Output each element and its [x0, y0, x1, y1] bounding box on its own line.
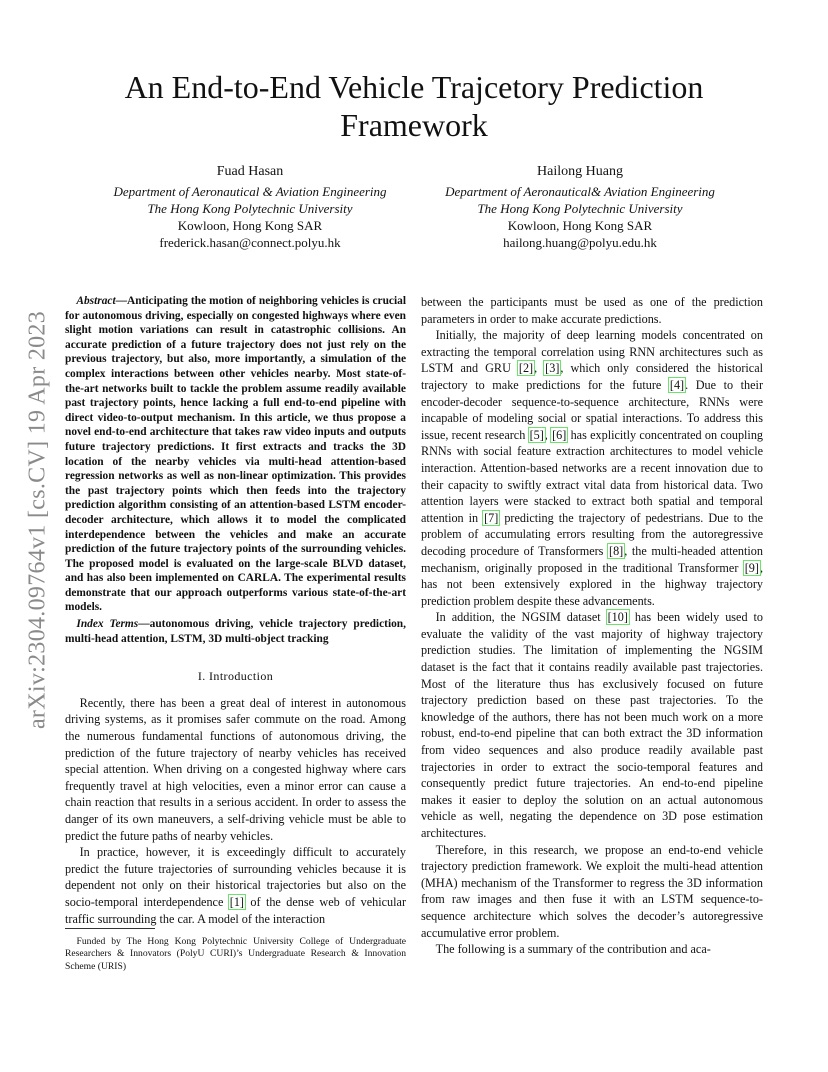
author-location: Kowloon, Hong Kong SAR — [177, 218, 323, 233]
citation-link[interactable]: [2] — [518, 361, 534, 376]
author-block-2 — [420, 163, 740, 251]
author-email: hailong.huang@polyu.edu.hk — [503, 235, 657, 250]
paragraph-continuation: between the participants must be used as one of the prediction parameters in order to make accurate predictions. — [421, 295, 763, 326]
index-terms-label: Index Terms — [76, 618, 139, 631]
intro-paragraph-5: Therefore, in this research, we propose an end-to-end vehicle trajectory prediction framework. We exploit the multi-head attention (MHA) mechanism of the Transformer to regress the 3D information from raw images and then fuse it with an LSTM sequence-to-sequence architecture which solves the decoder’s autoregressive accumulative error problem. — [421, 842, 763, 940]
author-name: Fuad Hasan — [216, 164, 284, 179]
paragraph-text: of the dense web of vehicular traffic surrounding the car. A model of the interaction — [65, 894, 406, 926]
funding-footnote: Funded by The Hong Kong Polytechnic University College of Undergraduate Researchers & Innovators (PolyU CURI)’s Undergraduate Research & Innovation Scheme (URIS) — [65, 936, 406, 972]
paragraph-text: has been widely used to evaluate the validity of the vast majority of highway trajectory prediction studies. The limitation of implementing the NGSIM dataset is the fact that it contains readily available past trajectories. Most of the literature thus has exclusively focused on future trajectory prediction based on these past trajectories. To the knowledge of the authors, there has not been much work on a more robust, end-to-end pipeline that can both extract the 3D information from video sequences and also produce readily available past trajectories in order to extract the socio-temporal features and consequently predict future trajectories. An end-to-end pipeline makes it easier to deploy the solution on an actual autonomous vehicle as well, negating the dependence on 3D pose estimation architectures. — [421, 610, 763, 840]
author-department: Department of Aeronautical& Aviation Engineering — [445, 184, 715, 199]
intro-paragraph-2 — [65, 844, 406, 927]
paragraph-text: , — [544, 427, 552, 442]
paragraph-text: In addition, the NGSIM dataset — [435, 610, 607, 625]
citation-link[interactable]: [5] — [529, 427, 544, 442]
paragraph-text: , has not been extensively explored in the highway trajectory prediction problem despite these advancements. — [421, 560, 763, 608]
paper-title: An End-to-End Vehicle Trajcetory Prediction Framework — [124, 69, 704, 143]
author-name: Hailong Huang — [537, 164, 623, 179]
paragraph-text: , the multi-headed attention mechanism, originally proposed in the traditional Transformer — [421, 543, 763, 575]
author-department: Department of Aeronautical & Aviation Engineering — [113, 184, 387, 199]
author-location: Kowloon, Hong Kong SAR — [507, 218, 653, 233]
index-terms-text: —autonomous driving, vehicle trajectory prediction, multi-head attention, LSTM, 3D multi-object tracking — [65, 618, 406, 645]
paragraph-text: . Due to their encoder-decoder sequence-to-sequence architecture, RNNs were incapable of modeling social or spatial interactions. To address this issue, recent research — [421, 377, 763, 442]
paragraph-text: has explicitly concentrated on coupling RNNs with social feature extraction architectures to model vehicle interaction. Attention-based networks are a recent innovation due to their capacity to swiftly extract vital data from historical data. Two attention layers were stacked to extract both spatial and temporal attention in — [421, 427, 764, 525]
left-column — [65, 294, 406, 927]
intro-paragraph-1: Recently, there has been a great deal of interest in autonomous driving systems, as it promises safer commute on the road. Among the numerous fundamental functions of autonomous driving, the prediction of the future trajectory of nearby vehicles has received special attention. When driving on a congested highway where cars frequently travel at high velocities, even a minor error can cause a chain reaction that results in a serious accident. In order to assess the danger of its own maneuvers, a self-driving vehicle must be able to predict the future paths of nearby vehicles. — [65, 695, 406, 843]
author-email: frederick.hasan@connect.polyu.hk — [159, 235, 341, 250]
citation-link[interactable]: [4] — [669, 377, 685, 392]
citation-link[interactable]: [8] — [609, 543, 624, 558]
citation-link[interactable]: [3] — [545, 361, 560, 376]
citation-link[interactable]: [10] — [607, 610, 628, 625]
author-block-1 — [90, 163, 410, 251]
index-terms — [65, 617, 406, 646]
paragraph-text: predicting the trajectory of pedestrians. Due to the problem of accumulating errors resulting from the autoregressive decoding procedure of Transformers — [421, 510, 763, 558]
arxiv-identifier-text: arXiv:2304.09764v1 [cs.CV] 19 Apr 2023 — [24, 310, 51, 730]
intro-paragraph-4 — [421, 609, 763, 841]
citation-link[interactable]: [7] — [484, 510, 499, 525]
paragraph-text: , which only considered the historical trajectory to make predictions for the future — [421, 361, 763, 392]
intro-paragraph-6: The following is a summary of the contribution and aca- — [435, 942, 711, 957]
abstract — [65, 294, 406, 615]
arxiv-identifier — [26, 285, 50, 755]
abstract-label: Abstract — [76, 295, 116, 307]
citation-link[interactable]: [9] — [744, 560, 759, 575]
paragraph-text: Initially, the majority of deep learning models concentrated on extracting the temporal correlation using RNN architectures such as LSTM and GRU — [421, 328, 763, 376]
citation-link[interactable]: [1] — [229, 894, 244, 909]
author-university: The Hong Kong Polytechnic University — [477, 201, 683, 216]
author-university: The Hong Kong Polytechnic University — [147, 201, 353, 216]
footnote-divider — [65, 928, 155, 929]
paragraph-text: , — [534, 361, 545, 376]
intro-paragraph-3 — [421, 327, 763, 609]
abstract-text: —Anticipating the motion of neighboring vehicles is crucial for autonomous driving, especially on congested highways where even slight motion variations can result in catastrophic collisions. An accurate prediction of a future trajectory does not just rely on the previous trajectory, but also, more importantly, a simulation of the complex interactions between other vehicles nearby. Most state-of-the-art networks built to tackle the problem assume readily available past trajectory points, hence lacking a full end-to-end pipeline with direct video-to-output mechanism. In this article, we thus propose a novel end-to-end architecture that takes raw video inputs and outputs future trajectory predictions. It first extracts and tracks the 3D location of the nearby vehicles via multi-head attention-based regression networks as well as non-linear optimization. This provides the past trajectory points which then feeds into the trajectory prediction algorithm consisting of an attention-based LSTM encoder-decoder architecture, which allows it to model the complicated interdependence between the vehicles and make an accurate prediction of the future trajectory points of the surrounding vehicles. The proposed model is evaluated on the large-scale BLVD dataset, and has also been implemented on CARLA. The experimental results demonstrate that our approach outperforms various state-of-the-art models. — [65, 295, 406, 614]
paragraph-text: In practice, however, it is exceedingly difficult to accurately predict the future trajectories of surrounding vehicles because it is dependent not only on their historical trajectories but also on the socio-temporal interdependence — [65, 845, 406, 909]
section-heading-introduction: I. Introduction — [197, 669, 274, 684]
right-column — [421, 294, 763, 958]
citation-link[interactable]: [6] — [552, 427, 567, 442]
